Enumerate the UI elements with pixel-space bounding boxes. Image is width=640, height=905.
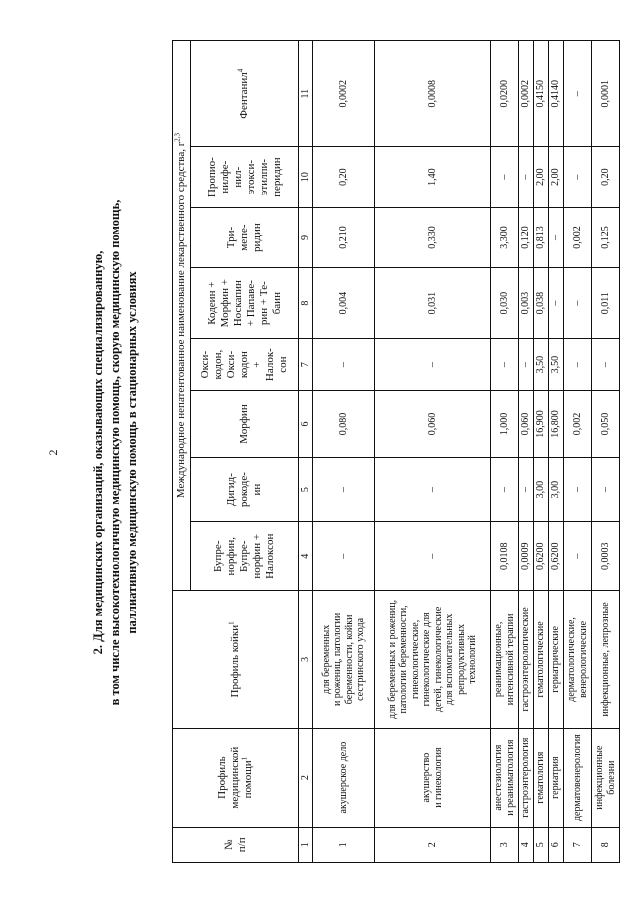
cell-num: 1 (313, 827, 375, 862)
cell-bed: инфекционные, лепрозные (592, 591, 620, 729)
cell-value: – (491, 147, 519, 207)
table-row (491, 41, 519, 863)
column-number: 10 (299, 147, 313, 207)
cell-value: 0,011 (592, 268, 620, 339)
cell-profile: анестезиология и реаниматология (491, 728, 519, 827)
header-drug: Дигид- рокоде- ин (191, 457, 299, 522)
cell-value: – (592, 339, 620, 391)
cell-value: 0,210 (313, 207, 375, 267)
page-number: 2 (46, 449, 60, 456)
cell-value: 0,20 (313, 147, 375, 207)
cell-value: 0,060 (375, 391, 491, 458)
column-number: 4 (299, 522, 313, 591)
header-drug: Морфин (191, 391, 299, 458)
cell-value: – (519, 457, 534, 522)
column-number-row (299, 41, 313, 863)
cell-value: 0,003 (519, 268, 534, 339)
cell-value: – (491, 339, 519, 391)
column-number: 2 (299, 728, 313, 827)
cell-profile: гериатрия (549, 728, 564, 827)
column-number: 9 (299, 207, 313, 267)
cell-profile: акушерское дело (313, 728, 375, 827)
cell-value: 0,004 (313, 268, 375, 339)
cell-num: 8 (592, 827, 620, 862)
cell-value: 0,0003 (592, 522, 620, 591)
cell-num: 5 (534, 827, 549, 862)
cell-num: 3 (491, 827, 519, 862)
cell-value: 0,0008 (375, 41, 491, 147)
column-number: 7 (299, 339, 313, 391)
cell-value: – (549, 268, 564, 339)
column-number: 6 (299, 391, 313, 458)
cell-value: 0,0108 (491, 522, 519, 591)
cell-value: 3,00 (549, 457, 564, 522)
header-drug: Фентанил$^4$ (191, 41, 299, 147)
cell-value: – (491, 457, 519, 522)
cell-value: 0,813 (534, 207, 549, 267)
cell-value: – (564, 41, 592, 147)
cell-value: 0,050 (592, 391, 620, 458)
cell-value: 0,031 (375, 268, 491, 339)
cell-value: 0,0009 (519, 522, 534, 591)
cell-profile: инфекционные болезни (592, 728, 620, 827)
cell-profile: гематология (534, 728, 549, 827)
cell-value: – (564, 339, 592, 391)
column-number: 1 (299, 827, 313, 862)
cell-value: 0,20 (592, 147, 620, 207)
cell-value: 0,125 (592, 207, 620, 267)
header-drug: Окси- кодон, Окси- кодон + Налок- сон (191, 339, 299, 391)
cell-num: 6 (549, 827, 564, 862)
cell-value: – (375, 339, 491, 391)
cell-profile: гастроэнтерология (519, 728, 534, 827)
title-line: 2. Для медицинских организаций, оказывающих специализированную, (91, 250, 105, 655)
cell-value: 0,038 (534, 268, 549, 339)
cell-value: – (313, 457, 375, 522)
cell-value: – (313, 339, 375, 391)
column-number: 5 (299, 457, 313, 522)
cell-value: 0,0200 (491, 41, 519, 147)
cell-value: 0,002 (564, 207, 592, 267)
cell-value: 0,0001 (592, 41, 620, 147)
cell-bed: гастроэнтерологические (519, 591, 534, 729)
header-num: № п/п (173, 827, 299, 862)
cell-value: – (375, 457, 491, 522)
table-row (375, 41, 491, 863)
section-title (90, 120, 141, 785)
header-drug: Кодеин + Морфин + Носкапин + Папаве- рин + Те- баин (191, 268, 299, 339)
cell-bed: для беременных и рожениц, патологии беременности, койки сестринского ухода (313, 591, 375, 729)
cell-value: 3,00 (534, 457, 549, 522)
cell-value: – (519, 339, 534, 391)
cell-value: – (564, 522, 592, 591)
cell-value: 1,000 (491, 391, 519, 458)
cell-value: 0,002 (564, 391, 592, 458)
cell-value: 0,6200 (549, 522, 564, 591)
cell-value: – (592, 457, 620, 522)
header-bed-profile: Профиль койки$^1$ (173, 591, 299, 729)
title-line: в том числе высокотехнологичную медицинскую помощь, скорую медицинскую помощь, (108, 199, 122, 706)
cell-value: – (519, 147, 534, 207)
cell-value: 1,40 (375, 147, 491, 207)
header-row-group (173, 41, 191, 863)
table-row (564, 41, 592, 863)
cell-value: – (564, 268, 592, 339)
cell-value: 3,50 (534, 339, 549, 391)
cell-value: 0,4150 (534, 41, 549, 147)
header-drug-group: Международное непатентованное наименование лекарственного средства, $г^{2,3}$ (173, 41, 191, 591)
cell-value: 0,0002 (313, 41, 375, 147)
cell-value: – (313, 522, 375, 591)
header-drug: Три- мепе- ридин (191, 207, 299, 267)
cell-value: – (564, 147, 592, 207)
table-row (534, 41, 549, 863)
cell-bed: гематологические (534, 591, 549, 729)
title-line: паллиативную медицинскую помощь в стационарных условиях (125, 271, 139, 634)
column-number: 3 (299, 591, 313, 729)
cell-bed: для беременных и рожениц, патологии беременности, гинекологические, гинекологические для детей, гинекологические для вспомогательных репродуктивных технологий (375, 591, 491, 729)
drug-norms-table (172, 40, 620, 863)
cell-num: 7 (564, 827, 592, 862)
cell-num: 4 (519, 827, 534, 862)
cell-value: 0,4140 (549, 41, 564, 147)
table-row (313, 41, 375, 863)
cell-num: 2 (375, 827, 491, 862)
cell-value: 2,00 (534, 147, 549, 207)
cell-value: 3,300 (491, 207, 519, 267)
cell-value: 0,080 (313, 391, 375, 458)
cell-value: – (549, 207, 564, 267)
cell-value: 16,900 (534, 391, 549, 458)
cell-value: 0,0002 (519, 41, 534, 147)
cell-profile: дерматовенерология (564, 728, 592, 827)
header-drug: Пропио- нилфе- нил- этокси- этилпи- перидин (191, 147, 299, 207)
cell-value: – (375, 522, 491, 591)
cell-value: 0,6200 (534, 522, 549, 591)
table-row (519, 41, 534, 863)
cell-value: 0,120 (519, 207, 534, 267)
cell-value: 16,800 (549, 391, 564, 458)
cell-value: 0,330 (375, 207, 491, 267)
cell-value: 2,00 (549, 147, 564, 207)
cell-value: 0,060 (519, 391, 534, 458)
column-number: 8 (299, 268, 313, 339)
table-row (592, 41, 620, 863)
cell-value: – (564, 457, 592, 522)
header-drug: Бупре- норфин, Бупре- норфин + Налоксон (191, 522, 299, 591)
cell-value: 3,50 (549, 339, 564, 391)
cell-value: 0,030 (491, 268, 519, 339)
cell-bed: реанимационные, интенсивной терапии (491, 591, 519, 729)
cell-profile: акушерство и гинекология (375, 728, 491, 827)
cell-bed: дерматологические, венерологические (564, 591, 592, 729)
column-number: 11 (299, 41, 313, 147)
table-row (549, 41, 564, 863)
cell-bed: гериатрические (549, 591, 564, 729)
header-profile: Профиль медицинской помощи$^1$ (173, 728, 299, 827)
